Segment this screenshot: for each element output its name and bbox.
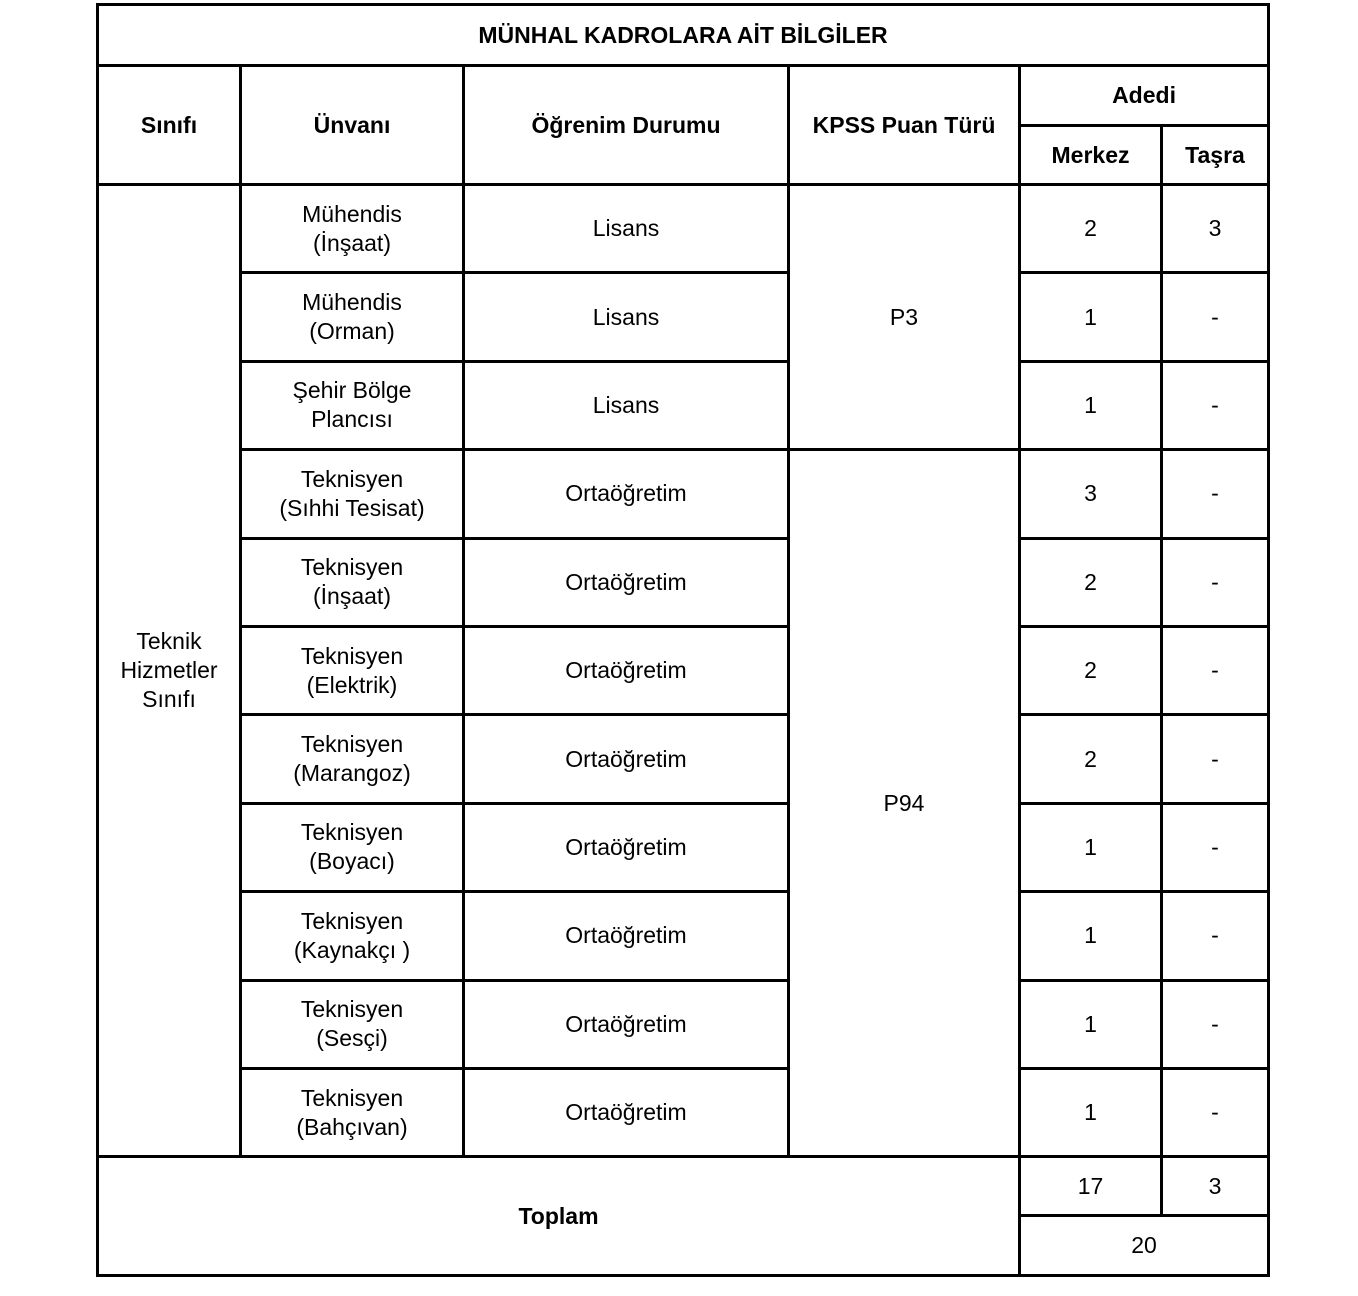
unvan-line: (Bahçıvan) [296,1113,408,1140]
munhal-kadro-table [96,3,1270,1277]
table-row [98,980,1269,1068]
cell-unvan [241,980,464,1068]
cell-ogrenim-durumu: Ortaöğretim [464,980,789,1068]
unvan-line: Plancısı [311,406,393,433]
cell-ogrenim-durumu: Ortaöğretim [464,892,789,980]
cell-tasra: - [1162,450,1269,538]
grand-total: 20 [1020,1216,1269,1276]
unvan-line: Teknisyen [300,996,404,1023]
header-tasra: Taşra [1162,126,1269,185]
cell-ogrenim-durumu: Lisans [464,273,789,361]
sinif-line: Hizmetler [120,657,218,684]
cell-unvan [241,803,464,891]
cell-ogrenim-durumu: Ortaöğretim [464,626,789,714]
header-sinifi: Sınıfı [98,66,241,185]
cell-unvan [241,361,464,449]
cell-tasra: - [1162,803,1269,891]
unvan-line: Teknisyen [300,1084,404,1111]
unvan-line: (Marangoz) [293,760,411,787]
unvan-line: Mühendis [302,289,402,316]
cell-merkez: 2 [1020,185,1162,273]
cell-merkez: 1 [1020,980,1162,1068]
cell-merkez: 2 [1020,626,1162,714]
total-tasra: 3 [1162,1157,1269,1216]
table-row [98,626,1269,714]
unvan-line: Teknisyen [300,731,404,758]
table-row [98,185,1269,273]
header-adedi: Adedi [1020,66,1269,126]
unvan-line: (Kaynakçı ) [293,936,411,963]
unvan-line: Teknisyen [300,819,404,846]
cell-merkez: 1 [1020,1068,1162,1156]
table-row [98,715,1269,803]
cell-merkez: 1 [1020,273,1162,361]
cell-merkez: 1 [1020,803,1162,891]
unvan-line: (Boyacı) [309,848,395,875]
cell-unvan [241,185,464,273]
cell-tasra: 3 [1162,185,1269,273]
cell-merkez: 3 [1020,450,1162,538]
cell-ogrenim-durumu: Lisans [464,185,789,273]
unvan-line: Teknisyen [300,642,404,669]
unvan-line: (Elektrik) [306,671,398,698]
table-row [98,273,1269,361]
cell-tasra: - [1162,1068,1269,1156]
table-row [98,1068,1269,1156]
total-label: Toplam [98,1157,1020,1276]
unvan-line: Teknisyen [300,465,404,492]
cell-unvan [241,626,464,714]
unvan-line: (Sesçi) [316,1025,388,1052]
header-unvani: Ünvanı [241,66,464,185]
cell-sinifi [98,185,241,1157]
cell-ogrenim-durumu: Ortaöğretim [464,803,789,891]
cell-merkez: 2 [1020,715,1162,803]
cell-unvan [241,892,464,980]
cell-merkez: 1 [1020,892,1162,980]
cell-tasra: - [1162,361,1269,449]
cell-unvan [241,273,464,361]
header-kpss-puan-turu: KPSS Puan Türü [789,66,1020,185]
unvan-line: (İnşaat) [313,229,391,256]
cell-merkez: 2 [1020,538,1162,626]
cell-merkez: 1 [1020,361,1162,449]
table-row [98,361,1269,449]
cell-tasra: - [1162,892,1269,980]
cell-ogrenim-durumu: Ortaöğretim [464,1068,789,1156]
cell-ogrenim-durumu: Ortaöğretim [464,538,789,626]
cell-ogrenim-durumu: Ortaöğretim [464,450,789,538]
cell-ogrenim-durumu: Ortaöğretim [464,715,789,803]
cell-unvan [241,1068,464,1156]
total-row [98,1157,1269,1216]
unvan-line: Teknisyen [300,554,404,581]
cell-ogrenim-durumu: Lisans [464,361,789,449]
header-merkez: Merkez [1020,126,1162,185]
cell-unvan [241,715,464,803]
table-row [98,803,1269,891]
unvan-line: (İnşaat) [313,583,391,610]
cell-kpss-p94: P94 [789,450,1020,1157]
cell-tasra: - [1162,980,1269,1068]
table-row [98,892,1269,980]
table-row [98,450,1269,538]
unvan-line: Teknisyen [300,907,404,934]
sinif-line: Teknik [136,628,202,655]
cell-tasra: - [1162,626,1269,714]
cell-unvan [241,538,464,626]
table-row [98,538,1269,626]
cell-tasra: - [1162,273,1269,361]
cell-tasra: - [1162,715,1269,803]
cell-kpss-p3: P3 [789,185,1020,450]
unvan-line: (Orman) [309,318,395,345]
sinif-line: Sınıfı [142,686,196,713]
cell-tasra: - [1162,538,1269,626]
cell-unvan [241,450,464,538]
total-merkez: 17 [1020,1157,1162,1216]
header-ogrenim-durumu: Öğrenim Durumu [464,66,789,185]
table-title: MÜNHAL KADROLARA AİT BİLGİLER [98,5,1269,66]
unvan-line: Şehir Bölge [292,377,412,404]
unvan-line: (Sıhhi Tesisat) [279,494,425,521]
unvan-line: Mühendis [302,200,402,227]
